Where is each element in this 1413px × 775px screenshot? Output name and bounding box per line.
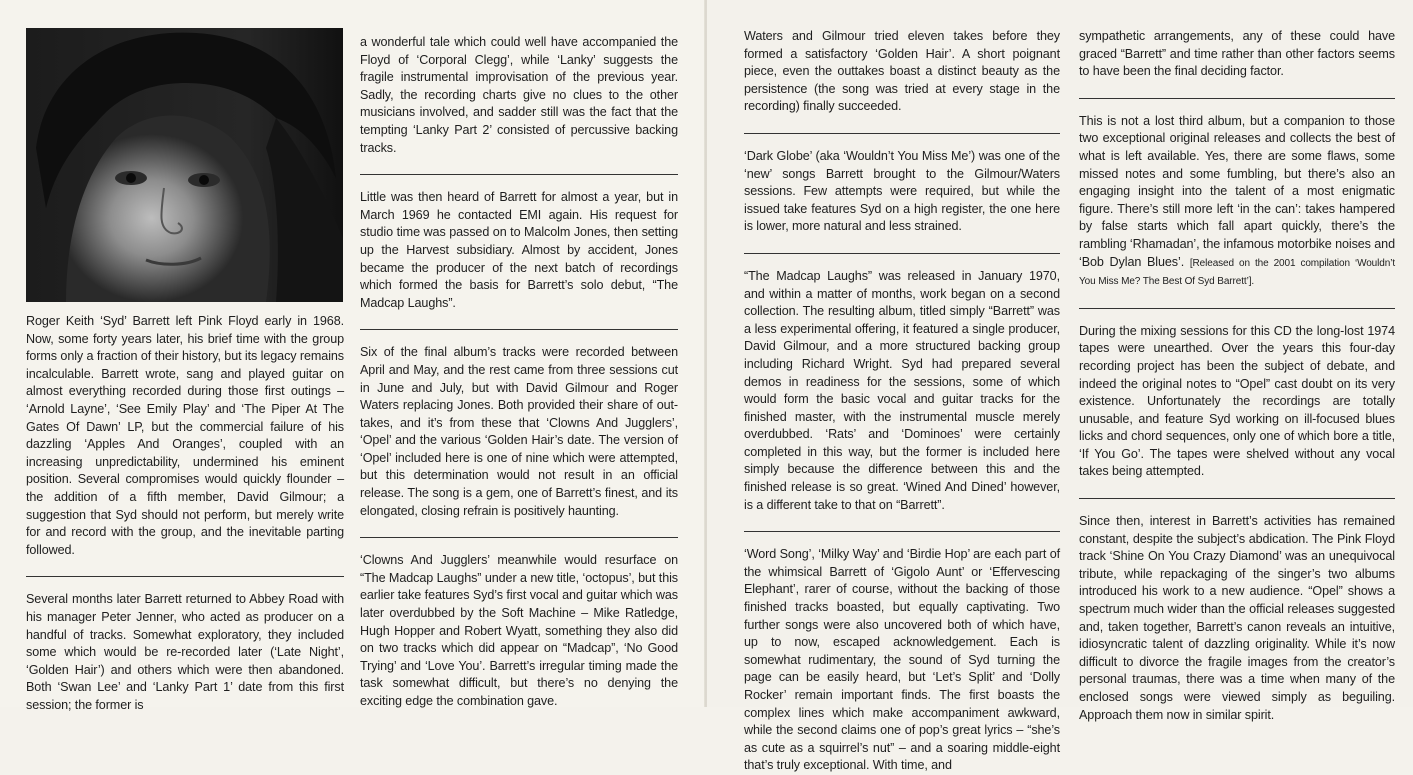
column-4 bbox=[1079, 28, 1395, 724]
paragraph: ‘Word Song’, ‘Milky Way’ and ‘Birdie Hop’ are each part of the whimsical Barrett of ‘Gigolo Aunt’ or ‘Effervescing Elephant’, rarer of course, without the backing of those finished tracks boasted, but equally captivating. Two further songs were also uncovered both of which have, up to now, escaped acknowledgement. Each is somewhat rudimentary, the sound of Syd turning the page can be easily heard, but ‘Let’s Split’ and ‘Dolly Rocker’ remain important finds. The first boasts the complex lines which make accompaniment awkward, while the second claims one of pop’s great lyrics – “she’s as cute as a squirrel’s nut” – and a soaring middle-eight that’s truly exceptional. With time, and bbox=[744, 547, 1060, 773]
paragraph: “The Madcap Laughs” was released in January 1970, and within a matter of months, work began on a second collection. The resulting album, titled simply “Barrett” was a less experimental offering, it featured a single producer, David Gilmour, and a more structured backing group including Richard Wright. Syd had prepared several demos in readiness for the sessions, some of which would form the basic vocal and guitar tracks for the finished master, with the instrumental muscle merely overdubbed. ‘Rats’ and ‘Dominoes’ were certainly completed in this way, but the former is included here simply because the difference between this and the finished release is so great. ‘Wined And Dined’ however, is a different take to that on “Barrett”. bbox=[744, 268, 1060, 512]
right-page bbox=[707, 0, 1413, 773]
column-1 bbox=[26, 313, 344, 714]
paragraph: Six of the final album’s tracks were recorded between April and May, and the rest came from three sessions cut in June and July, but with David Gilmour and Roger Waters replacing Jones. Both provided their share of out-takes, and it’s from these that ‘Clowns And Jugglers’, ‘Opel’ and the various ‘Golden Hair’s date. The version of ‘Opel’ included here is one of nine which were attempted, but this determination would not result in an official release. The song is a gem, one of Barrett’s finest, and its elongated, closing refrain is positively haunting. bbox=[360, 345, 678, 518]
paragraph: Roger Keith ‘Syd’ Barrett left Pink Floyd early in 1968. Now, some forty years later, his brief time with the group forms only a fraction of their history, but its legacy remains incalculable. Barrett wrote, sang and played guitar on almost everything recorded during those first outings – ‘Arnold Layne’, ‘See Emily Play’ and ‘The Piper At The Gates Of Dawn’ LP, but the commercial failure of his dazzling ‘Apples And Oranges’, coupled with an increasing unpredictability, undermined his eminent position. Several compromises would quickly flounder – the addition of a fifth member, David Gilmour; a suggestion that Syd should not perform, but merely write for and record with the group, and the inevitable parting followed. bbox=[26, 314, 344, 557]
paragraph: Waters and Gilmour tried eleven takes before they formed a satisfactory ‘Golden Hair’. A short poignant piece, even the outtakes boast a distinct beauty as the persistence (the song was tried at every stage in the recording) finally succeeded. bbox=[744, 29, 1060, 114]
paragraph-text: This is not a lost third album, but a companion to those two exceptional original releases and collects the best of what is left available. Yes, there are some flaws, some missed notes and some fumbling, but there’s also an engaging insight into the talent of a most enigmatic figure. There’s still more left ‘in the can’: takes hampered by false starts which fall apart quickly, there’s the rambling ‘Rhamadan’, the infamous motorbike noises and ‘Bob Dylan Blues’. bbox=[1079, 113, 1395, 269]
paragraph: sympathetic arrangements, any of these could have graced “Barrett” and time rather than other factors seems to have been the final deciding factor. bbox=[1079, 29, 1395, 79]
paragraph: ‘Dark Globe’ (aka ‘Wouldn’t You Miss Me’) was one of the ‘new’ songs Barrett brought to the Gilmour/Waters sessions. Few attempts were required, but while the issued take features Syd on a high register, the one here is lower, more natural and less strained. bbox=[744, 148, 1060, 234]
paragraph: Little was then heard of Barrett for almost a year, but in March 1969 he contacted EMI again. His request for studio time was passed on to Malcolm Jones, then setting up the Harvest subsidiary. Almost by accident, Jones became the producer of the next batch of recordings which formed the basis for Barrett’s solo debut, “The Madcap Laughs”. bbox=[360, 190, 678, 310]
paragraph: Several months later Barrett returned to Abbey Road with his manager Peter Jenner, who acted as producer on a handful of tracks. Somewhat exploratory, they included some which would be re-recorded later (‘Late Night’, ‘Golden Hair’) and others which were then abandoned. Both ‘Swan Lee’ and ‘Lanky Part 1’ date from this first session; the former is bbox=[26, 592, 344, 712]
paragraph: Since then, interest in Barrett’s activities has remained constant, despite the subject’s abdication. The Pink Floyd track ‘Shine On You Crazy Diamond’ was an unequivocal tribute, while repackaging of the singer’s two albums introduced his work to a new audience. “Opel” shows a spectrum much wider than the official releases suggested and, taken together, Barrett’s canon reveals an intuitive, idiosyncratic talent of dazzling originality. While it’s now difficult to divorce the fragile images from the creator’s personal traumas, there was a time when many of the enclosed songs were viewed simply as beguiling. Approach them now in similar spirit. bbox=[1079, 514, 1395, 722]
paragraph: a wonderful tale which could well have accompanied the Floyd of ‘Corporal Clegg’, while ‘Lanky’ suggests the fragile instrumental improvisation of the previous year. Sadly, the recording charts give no clues to the other musicians involved, and sadder still was the fact that the tempting ‘Lanky Part 2’ consisted of percussive backing tracks. bbox=[360, 35, 678, 155]
syd-barrett-portrait bbox=[26, 28, 343, 302]
column-3 bbox=[744, 28, 1060, 775]
paragraph: ‘Clowns And Jugglers’ meanwhile would resurface on “The Madcap Laughs” under a new title, ‘octopus’, but this earlier take features Syd’s first vocal and guitar which was later overdubbed by the Soft Machine – Mike Ratledge, Hugh Hopper and Robert Wyatt, something they also did on two tracks which did appear on “Madcap”, ‘No Good Trying’ and ‘Love You’. Barrett’s irregular timing made the task somewhat difficult, but there’s no denying the exciting edge the combination gave. bbox=[360, 553, 678, 708]
paragraph bbox=[1079, 113, 1395, 291]
column-2 bbox=[360, 34, 678, 711]
paragraph: During the mixing sessions for this CD the long-lost 1974 tapes were unearthed. Over the years this four-day recording project has been the subject of debate, and indeed the original notes to “Opel” cast doubt on its very existence. Unfortunately the recordings are totally unusable, and feature Syd working on ill-focused blues licks and chord sequences, only one of which bore a title, ‘If You Go’. The tapes were shelved without any vocal takes being attempted. bbox=[1079, 323, 1395, 479]
portrait-image bbox=[26, 28, 343, 302]
left-page bbox=[0, 0, 706, 712]
footnote: [Released on the 2001 compilation ‘Wouldn’t You Miss Me? The Best Of Syd Barrett’]. bbox=[1079, 257, 1395, 288]
